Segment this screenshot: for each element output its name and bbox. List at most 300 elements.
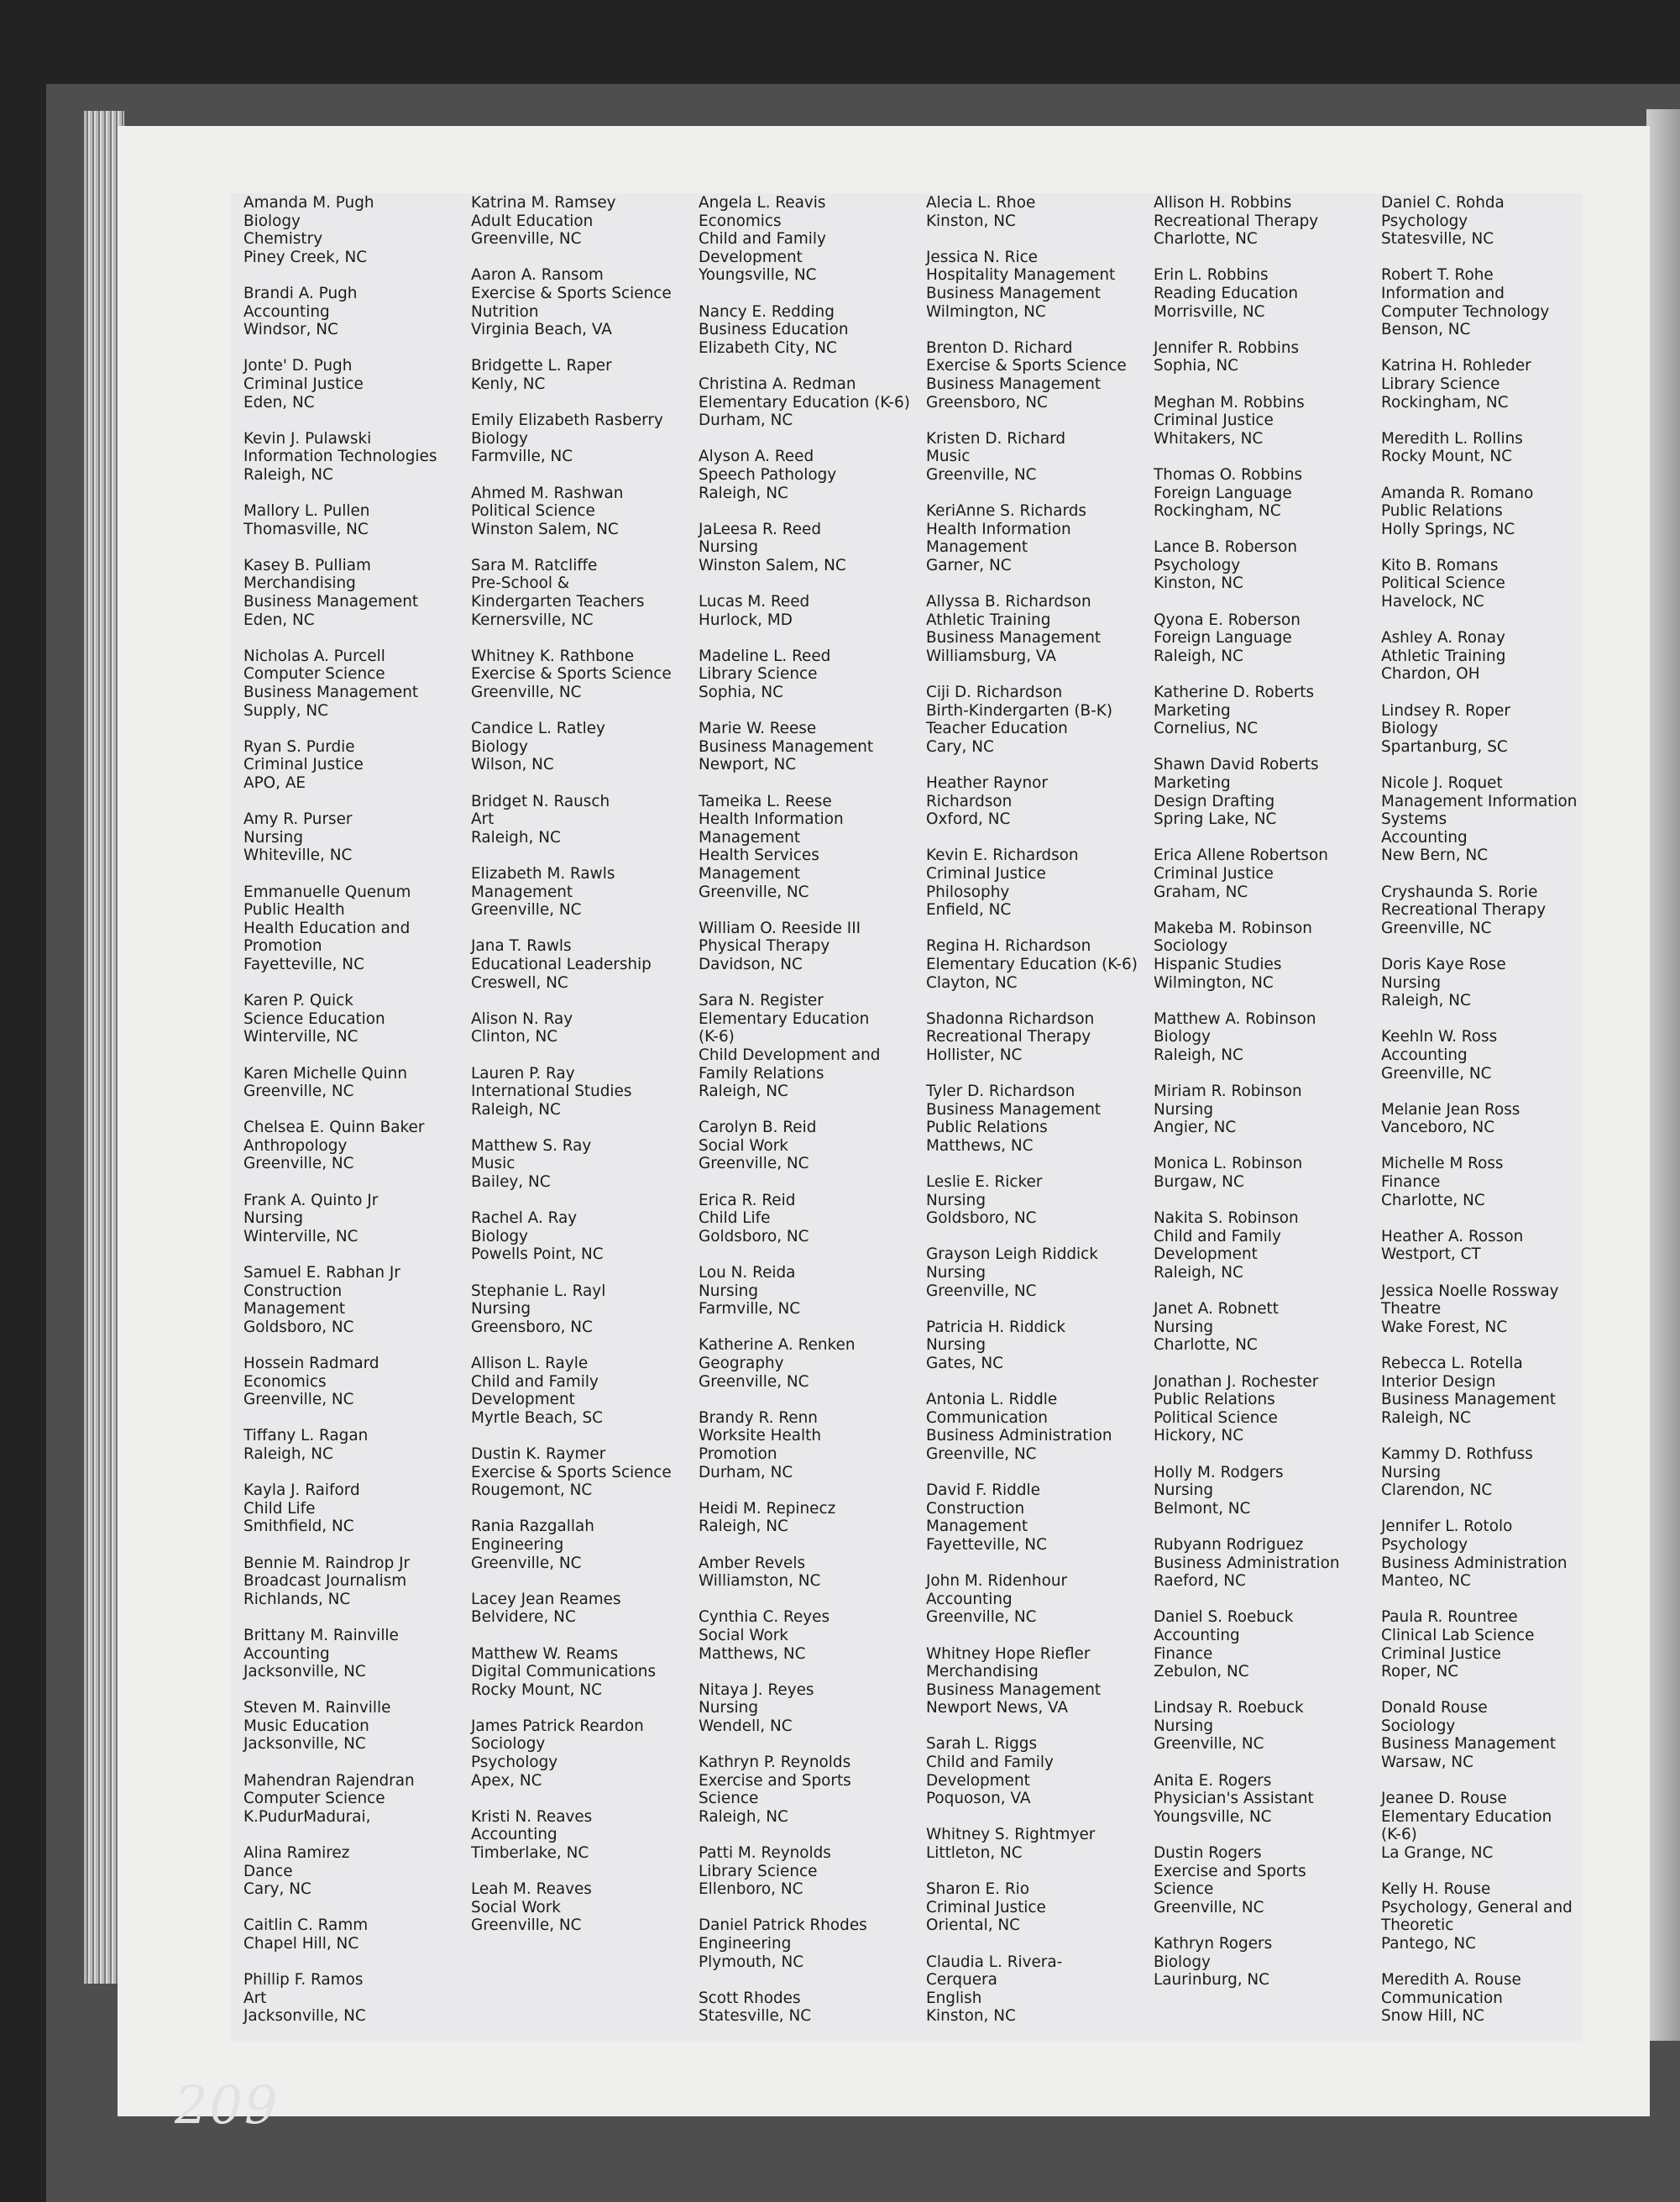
- graduate-name: John M. Ridenhour: [926, 1572, 1068, 1591]
- graduate-detail: Business Management: [926, 629, 1102, 647]
- graduate-detail: Greenville, NC: [1154, 1735, 1264, 1754]
- graduate-name: Marie W. Reese: [699, 720, 817, 738]
- graduate-entry: [471, 1282, 693, 1337]
- graduate-name: Anita E. Rogers: [1154, 1771, 1272, 1790]
- graduate-detail: Raleigh, NC: [243, 1444, 333, 1463]
- graduate-detail: K.PudurMadurai,: [243, 1807, 371, 1826]
- graduate-entry: [1154, 1935, 1376, 1990]
- graduate-detail: La Grange, NC: [1381, 1844, 1494, 1863]
- graduate-name: Candice L. Ratley: [471, 720, 605, 738]
- graduate-detail: Birth-Kindergarten (B-K): [926, 701, 1113, 720]
- graduate-entry: [471, 937, 693, 992]
- graduate-name: JaLeesa R. Reed: [699, 520, 822, 538]
- graduate-detail: Wilmington, NC: [926, 302, 1046, 321]
- graduate-detail: Winterville, NC: [243, 1227, 359, 1245]
- graduate-entry: [699, 448, 921, 502]
- graduate-name: Matthew W. Reams: [471, 1644, 619, 1663]
- graduate-detail: Chapel Hill, NC: [243, 1935, 359, 1953]
- graduate-name: Amber Revels: [699, 1554, 806, 1572]
- graduate-entry: [699, 920, 921, 974]
- graduate-entry: [1154, 266, 1376, 321]
- graduate-entry: [1154, 1608, 1376, 1680]
- graduate-detail: Speech Pathology: [699, 465, 837, 484]
- graduate-name: Alecia L. Rhoe: [926, 194, 1036, 212]
- graduate-detail: Sophia, NC: [1154, 357, 1238, 375]
- graduate-entry: [926, 1010, 1149, 1065]
- graduate-name: Rubyann Rodriguez: [1154, 1535, 1304, 1554]
- graduate-detail: Littleton, NC: [926, 1844, 1023, 1863]
- graduate-entry: [471, 266, 693, 338]
- graduate-entry: [243, 1264, 466, 1336]
- graduate-detail: Thomasville, NC: [243, 520, 369, 538]
- graduate-detail: Theatre: [1381, 1300, 1442, 1319]
- graduate-detail: Nursing: [699, 538, 758, 557]
- graduate-detail: Accounting: [1381, 828, 1468, 847]
- graduate-entry: [926, 1645, 1149, 1717]
- graduate-entry: [243, 430, 466, 485]
- graduate-detail: Science Education: [243, 1009, 385, 1028]
- graduate-name: Nitaya J. Reyes: [699, 1680, 814, 1699]
- graduate-detail: Benson, NC: [1381, 321, 1471, 339]
- graduate-detail: Business Administration: [1381, 1554, 1567, 1572]
- graduate-detail: Durham, NC: [699, 412, 793, 430]
- graduate-detail: Richlands, NC: [243, 1590, 351, 1608]
- graduate-name: Holly M. Rodgers: [1154, 1463, 1284, 1481]
- graduate-detail: Accounting: [926, 1590, 1013, 1608]
- graduate-detail: Exercise and Sports: [699, 1771, 851, 1790]
- graduate-detail: Development: [1154, 1245, 1258, 1264]
- graduate-entry: [1381, 557, 1604, 611]
- graduate-detail: Athletic Training: [926, 611, 1051, 629]
- graduate-detail: Management: [926, 538, 1028, 557]
- graduate-detail: Business Management: [699, 737, 874, 756]
- graduate-name: Scott Rhodes: [699, 1989, 801, 2007]
- graduate-name: Nicole J. Roquet: [1381, 774, 1503, 792]
- graduate-detail: Health Services: [699, 847, 819, 865]
- graduate-detail: Westport, CT: [1381, 1245, 1481, 1264]
- graduate-detail: Greenville, NC: [1381, 1064, 1492, 1083]
- graduate-name: Nicholas A. Purcell: [243, 647, 385, 665]
- graduate-name: Erica R. Reid: [699, 1191, 796, 1209]
- graduate-detail: Rocky Mount, NC: [471, 1680, 602, 1699]
- graduate-detail: Greenville, NC: [471, 1916, 582, 1935]
- graduate-detail: Rocky Mount, NC: [1381, 448, 1512, 466]
- graduate-detail: Charlotte, NC: [1381, 1191, 1485, 1209]
- graduate-name: Kristen D. Richard: [926, 429, 1066, 448]
- graduate-entry: [243, 502, 466, 538]
- graduate-entry: [699, 521, 921, 575]
- graduate-detail: Morrisville, NC: [1154, 302, 1265, 321]
- graduate-detail: Political Science: [1154, 1408, 1278, 1427]
- graduate-detail: Public Relations: [1381, 502, 1503, 521]
- graduate-name: Chelsea E. Quinn Baker: [243, 1119, 425, 1137]
- graduate-detail: Dance: [243, 1862, 293, 1880]
- graduate-detail: Criminal Justice: [243, 756, 364, 774]
- graduate-entry: [699, 1608, 921, 1663]
- graduate-detail: Chemistry: [243, 230, 323, 249]
- graduate-detail: Laurinburg, NC: [1154, 1971, 1270, 1990]
- graduate-entry: [471, 557, 693, 629]
- graduate-entry: [926, 502, 1149, 574]
- graduate-name: Elizabeth M. Rawls: [471, 864, 615, 883]
- graduate-detail: Political Science: [471, 502, 595, 521]
- graduate-name: Kevin E. Richardson: [926, 847, 1079, 865]
- graduate-detail: Child and Family: [471, 1372, 599, 1391]
- graduate-entry: [471, 412, 693, 466]
- graduate-detail: Information Technologies: [243, 448, 437, 466]
- graduate-name: Dustin Rogers: [1154, 1844, 1262, 1863]
- graduate-name: Nakita S. Robinson: [1154, 1209, 1299, 1228]
- graduate-entry: [471, 1880, 693, 1935]
- graduate-name: Erica Allene Robertson: [1154, 847, 1328, 865]
- graduate-name: Leslie E. Ricker: [926, 1173, 1043, 1192]
- graduate-entry: [926, 194, 1149, 230]
- graduate-name: Steven M. Rainville: [243, 1699, 391, 1717]
- graduate-name: Cryshaunda S. Rorie: [1381, 883, 1538, 901]
- graduate-entry: [1381, 956, 1604, 1010]
- graduate-name: Katherine A. Renken: [699, 1336, 856, 1355]
- graduate-detail: Poquoson, VA: [926, 1790, 1031, 1808]
- graduate-detail: Construction: [243, 1282, 343, 1300]
- graduate-entry: [471, 1717, 693, 1790]
- graduate-detail: Virginia Beach, VA: [471, 321, 612, 339]
- graduate-entry: [1381, 1028, 1604, 1083]
- graduate-name: Whitney K. Rathbone: [471, 647, 635, 665]
- graduate-detail: Nursing: [471, 1300, 531, 1319]
- graduate-detail: Recreational Therapy: [1154, 212, 1319, 230]
- graduate-detail: Davidson, NC: [699, 955, 803, 973]
- graduate-detail: Raleigh, NC: [243, 465, 333, 484]
- graduate-detail: Farmville, NC: [471, 448, 573, 466]
- graduate-name: Christina A. Redman: [699, 375, 856, 393]
- graduate-entry: [699, 1681, 921, 1736]
- graduate-entry: [1381, 357, 1604, 412]
- graduate-name: Heidi M. Repinecz: [699, 1499, 836, 1518]
- graduate-detail: Philosophy: [926, 883, 1010, 901]
- graduate-detail: Clinical Lab Science: [1381, 1626, 1535, 1644]
- graduate-detail: Kernersville, NC: [471, 611, 594, 629]
- graduate-entry: [243, 810, 466, 865]
- graduate-name: Allyssa B. Richardson: [926, 593, 1091, 611]
- graduate-name: Emily Elizabeth Rasberry: [471, 412, 663, 430]
- graduate-detail: Nursing: [1381, 973, 1441, 992]
- graduate-entry: [699, 1990, 921, 2026]
- graduate-detail: Eden, NC: [243, 611, 315, 629]
- graduate-detail: Adult Education: [471, 212, 594, 230]
- graduate-detail: Greensboro, NC: [926, 393, 1048, 412]
- graduate-entry: [926, 1391, 1149, 1463]
- graduate-detail: Williamston, NC: [699, 1572, 821, 1591]
- graduate-detail: Newport News, VA: [926, 1699, 1069, 1717]
- graduate-entry: [471, 865, 693, 920]
- graduate-detail: Youngsville, NC: [1154, 1807, 1272, 1826]
- graduate-entry: [926, 1481, 1149, 1554]
- graduate-detail: (K-6): [1381, 1826, 1417, 1844]
- graduate-detail: Management: [926, 1518, 1028, 1536]
- graduate-name: Kito B. Romans: [1381, 556, 1499, 574]
- graduate-entry: [926, 339, 1149, 412]
- graduate-entry: [926, 1953, 1149, 2026]
- graduate-entry: [699, 375, 921, 430]
- graduate-detail: Zebulon, NC: [1154, 1663, 1249, 1681]
- graduate-detail: Cary, NC: [243, 1880, 311, 1899]
- graduate-name: Mallory L. Pullen: [243, 502, 370, 521]
- graduate-detail: Business Management: [243, 593, 419, 611]
- graduate-entry: [243, 357, 466, 412]
- graduate-detail: Social Work: [471, 1898, 561, 1916]
- graduate-name: Lindsay R. Roebuck: [1154, 1699, 1304, 1717]
- graduate-entry: [1381, 629, 1604, 684]
- graduate-entry: [1154, 194, 1376, 249]
- graduate-detail: Rockingham, NC: [1381, 393, 1509, 412]
- graduate-entry: [243, 1916, 466, 1953]
- graduate-detail: Greenville, NC: [926, 465, 1037, 484]
- graduate-detail: Art: [471, 810, 495, 829]
- graduate-name: Rania Razgallah: [471, 1518, 594, 1536]
- graduate-entry: [926, 1572, 1149, 1627]
- graduate-name: Stephanie L. Rayl: [471, 1282, 606, 1300]
- graduate-detail: International Studies: [471, 1083, 632, 1101]
- graduate-name: Meredith A. Rouse: [1381, 1971, 1521, 1990]
- graduate-detail: Durham, NC: [699, 1463, 793, 1481]
- graduate-detail: Oriental, NC: [926, 1916, 1020, 1935]
- graduate-name: Ciji D. Richardson: [926, 684, 1063, 702]
- graduate-detail: Business Management: [926, 375, 1102, 393]
- graduate-detail: Raeford, NC: [1154, 1572, 1246, 1591]
- graduate-detail: Family Relations: [699, 1064, 824, 1083]
- graduate-detail: Exercise & Sports Science: [471, 665, 672, 684]
- graduate-detail: Kindergarten Teachers: [471, 593, 645, 611]
- graduate-entry: [699, 992, 921, 1101]
- graduate-entry: [471, 1645, 693, 1700]
- graduate-entry: [1381, 1699, 1604, 1771]
- graduate-detail: Psychology, General and: [1381, 1898, 1573, 1916]
- graduate-detail: Raleigh, NC: [1154, 1264, 1243, 1282]
- graduate-name: Carolyn B. Reid: [699, 1119, 817, 1137]
- graduate-entry: [243, 1192, 466, 1246]
- graduate-detail: Child and Family: [926, 1754, 1054, 1772]
- graduate-detail: Raleigh, NC: [699, 484, 788, 502]
- graduate-detail: Criminal Justice: [243, 375, 364, 393]
- graduate-detail: Educational Leadership: [471, 955, 652, 973]
- graduate-entry: [1154, 920, 1376, 992]
- graduate-entry: [699, 1192, 921, 1246]
- graduate-detail: (K-6): [699, 1028, 735, 1046]
- graduate-detail: Foreign Language: [1154, 484, 1292, 502]
- graduate-entry: [926, 1245, 1149, 1300]
- graduate-entry: [699, 1336, 921, 1391]
- graduate-detail: Statesville, NC: [699, 2007, 812, 2026]
- graduate-detail: Child and Family: [699, 230, 826, 249]
- graduate-detail: Business Administration: [1154, 1554, 1340, 1572]
- graduate-detail: Wake Forest, NC: [1381, 1318, 1508, 1336]
- graduate-name: Bridgette L. Raper: [471, 357, 612, 375]
- graduate-entry: [926, 1319, 1149, 1373]
- graduate-detail: Sophia, NC: [699, 684, 783, 702]
- graduate-name: Allison H. Robbins: [1154, 194, 1292, 212]
- graduate-detail: Nursing: [1154, 1318, 1213, 1336]
- graduate-detail: Apex, NC: [471, 1771, 542, 1790]
- graduate-detail: Greenville, NC: [471, 230, 582, 249]
- graduate-entry: [699, 1844, 921, 1899]
- graduate-detail: Raleigh, NC: [1154, 1046, 1243, 1064]
- graduate-entry: [1381, 194, 1604, 249]
- graduate-entry: [699, 1500, 921, 1536]
- graduate-detail: Greenville, NC: [471, 901, 582, 920]
- graduate-entry: [699, 1264, 921, 1319]
- graduate-detail: Child Life: [243, 1499, 316, 1518]
- graduate-detail: Finance: [1381, 1173, 1441, 1192]
- graduate-entry: [243, 1627, 466, 1681]
- graduate-detail: Accounting: [1154, 1626, 1240, 1644]
- graduate-entry: [471, 1445, 693, 1500]
- graduate-detail: Matthews, NC: [926, 1136, 1034, 1155]
- graduate-name: Antonia L. Riddle: [926, 1391, 1058, 1409]
- graduate-detail: Health Education and: [243, 919, 411, 937]
- graduate-detail: Pantego, NC: [1381, 1935, 1476, 1953]
- graduate-entry: [699, 720, 921, 774]
- graduate-detail: Matthews, NC: [699, 1644, 806, 1663]
- graduate-detail: Information and: [1381, 284, 1505, 302]
- graduate-entry: [243, 285, 466, 339]
- graduate-detail: Construction: [926, 1499, 1025, 1518]
- graduate-detail: Management: [243, 1300, 346, 1319]
- graduate-detail: Greenville, NC: [243, 1083, 354, 1101]
- graduate-entry: [1381, 702, 1604, 757]
- graduate-detail: Worksite Health: [699, 1427, 822, 1445]
- graduate-name: Rachel A. Ray: [471, 1209, 578, 1228]
- graduate-name: Leah M. Reaves: [471, 1880, 592, 1899]
- graduate-detail: Science: [1154, 1880, 1214, 1899]
- graduate-detail: Burgaw, NC: [1154, 1173, 1244, 1192]
- graduate-detail: Plymouth, NC: [699, 1953, 804, 1971]
- graduate-detail: Art: [243, 1989, 267, 2007]
- graduate-detail: Nursing: [699, 1282, 758, 1300]
- graduate-entry: [1381, 1155, 1604, 1209]
- graduate-detail: Newport, NC: [699, 756, 797, 774]
- graduate-entry: [1154, 1155, 1376, 1191]
- graduate-detail: Athletic Training: [1381, 647, 1506, 665]
- graduate-entry: [699, 1754, 921, 1826]
- graduate-detail: Raleigh, NC: [699, 1083, 788, 1101]
- graduate-name: Kayla J. Raiford: [243, 1481, 360, 1500]
- column-4: [926, 194, 1149, 2044]
- graduate-detail: Marketing: [1154, 701, 1231, 720]
- graduate-detail: Criminal Justice: [926, 1898, 1046, 1916]
- graduate-name: Amanda M. Pugh: [243, 194, 374, 212]
- graduate-entry: [243, 1971, 466, 2026]
- graduate-name: Dustin K. Raymer: [471, 1444, 606, 1463]
- graduate-name: Emmanuelle Quenum: [243, 883, 411, 901]
- graduate-detail: Greenville, NC: [471, 684, 582, 702]
- graduate-detail: Greenville, NC: [926, 1444, 1037, 1463]
- graduate-detail: Windsor, NC: [243, 321, 338, 339]
- graduate-detail: Raleigh, NC: [1381, 1408, 1471, 1427]
- graduate-detail: Social Work: [699, 1626, 788, 1644]
- graduate-detail: Business Management: [1381, 1735, 1557, 1754]
- graduate-detail: Winterville, NC: [243, 1028, 359, 1046]
- graduate-name: Claudia L. Rivera-: [926, 1953, 1063, 1971]
- graduate-detail: Library Science: [699, 1862, 818, 1880]
- graduate-name: Amy R. Purser: [243, 810, 353, 829]
- graduate-name: Katrina M. Ramsey: [471, 194, 616, 212]
- graduate-entry: [471, 357, 693, 393]
- graduate-detail: Havelock, NC: [1381, 593, 1484, 611]
- graduate-detail: Engineering: [699, 1935, 792, 1953]
- graduate-entry: [471, 720, 693, 774]
- graduate-detail: Public Health: [243, 901, 345, 920]
- graduate-detail: Biology: [471, 737, 528, 756]
- graduate-detail: Communication: [1381, 1989, 1503, 2007]
- graduate-entry: [1154, 1209, 1376, 1282]
- graduate-entry: [1154, 1010, 1376, 1065]
- graduate-detail: Pre-School &: [471, 574, 570, 593]
- graduate-entry: [1381, 1355, 1604, 1427]
- graduate-entry: [699, 303, 921, 358]
- graduate-detail: Psychology: [1381, 1535, 1468, 1554]
- graduate-name: Melanie Jean Ross: [1381, 1100, 1520, 1119]
- graduate-name: Cynthia C. Reyes: [699, 1608, 830, 1627]
- column-5: [1154, 194, 1376, 2007]
- graduate-detail: Merchandising: [926, 1663, 1039, 1681]
- graduate-detail: Fayetteville, NC: [243, 955, 364, 973]
- graduate-detail: Winston Salem, NC: [471, 520, 619, 538]
- graduate-name: Alyson A. Reed: [699, 448, 814, 466]
- graduate-entry: [699, 793, 921, 902]
- graduate-name: Mahendran Rajendran: [243, 1771, 415, 1790]
- graduate-entry: [926, 684, 1149, 756]
- graduate-detail: Health Information: [699, 810, 844, 829]
- graduate-detail: Engineering: [471, 1535, 564, 1554]
- graduate-name: Meredith L. Rollins: [1381, 429, 1523, 448]
- graduate-entry: [243, 1355, 466, 1409]
- graduate-detail: Oxford, NC: [926, 810, 1011, 829]
- graduate-entry: [243, 883, 466, 974]
- graduate-detail: Spartanburg, SC: [1381, 737, 1508, 756]
- graduate-detail: Kenly, NC: [471, 375, 546, 393]
- graduate-detail: Sociology: [1154, 937, 1228, 956]
- graduate-detail: Wilmington, NC: [1154, 973, 1274, 992]
- graduate-name: Angela L. Reavis: [699, 194, 826, 212]
- graduate-entry: [1381, 1880, 1604, 1953]
- graduate-detail: Development: [926, 1771, 1030, 1790]
- graduate-detail: Social Work: [699, 1136, 788, 1155]
- graduate-detail: Business Administration: [926, 1427, 1112, 1445]
- graduate-detail: Goldsboro, NC: [926, 1209, 1037, 1228]
- graduate-entry: [471, 1808, 693, 1863]
- graduate-entry: [1381, 430, 1604, 466]
- graduate-detail: Bailey, NC: [471, 1173, 551, 1192]
- graduate-name: Daniel Patrick Rhodes: [699, 1916, 867, 1935]
- graduate-detail: Belmont, NC: [1154, 1499, 1251, 1518]
- graduate-name: Erin L. Robbins: [1154, 266, 1269, 285]
- graduate-detail: Greenville, NC: [699, 883, 809, 901]
- graduate-name: Doris Kaye Rose: [1381, 955, 1506, 973]
- graduate-detail: Development: [471, 1391, 575, 1409]
- graduate-name: Caitlin C. Ramm: [243, 1916, 369, 1935]
- graduate-entry: [471, 793, 693, 847]
- graduate-name: Brenton D. Richard: [926, 338, 1073, 357]
- graduate-entry: [1154, 1373, 1376, 1445]
- graduate-name: James Patrick Reardon: [471, 1717, 644, 1735]
- graduate-entry: [243, 647, 466, 720]
- graduate-detail: Clarendon, NC: [1381, 1481, 1493, 1500]
- graduate-detail: Belvidere, NC: [471, 1608, 576, 1627]
- graduate-name: Kevin J. Pulawski: [243, 429, 372, 448]
- graduate-detail: Computer Technology: [1381, 302, 1550, 321]
- graduate-detail: Foreign Language: [1154, 629, 1292, 647]
- graduate-detail: Recreational Therapy: [926, 1028, 1091, 1046]
